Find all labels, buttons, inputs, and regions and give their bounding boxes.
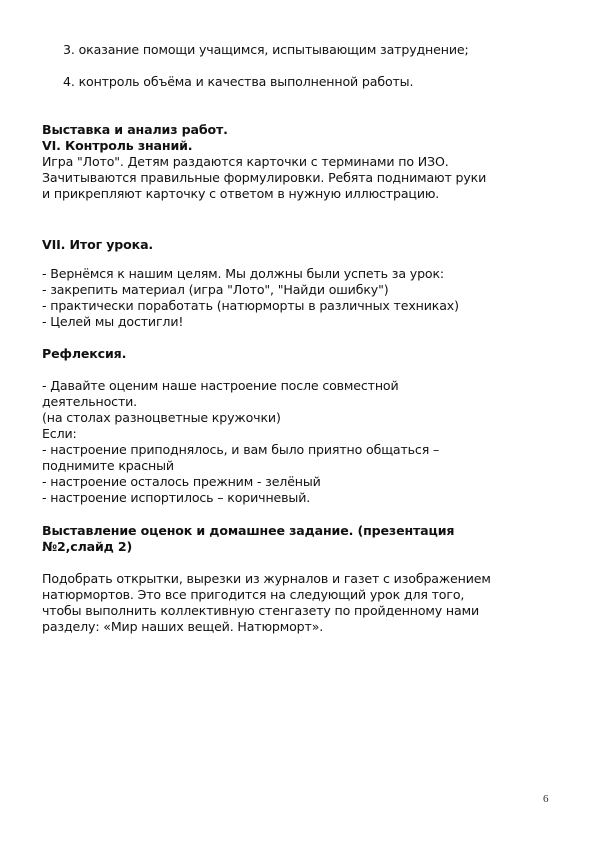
homework-line: Подобрать открытки, вырезки из журналов и газет с изображением <box>42 571 491 586</box>
homework-heading-continued: №2,слайд 2) <box>42 539 133 554</box>
section-7-line: - практически поработать (натюрморты в различных техниках) <box>42 298 459 313</box>
reflection-line: (на столах разноцветные кружочки) <box>42 410 281 425</box>
reflection-line: - настроение приподнялось, и вам было приятно общаться – <box>42 442 440 457</box>
reflection-line: - Давайте оценим наше настроение после совместной <box>42 378 399 393</box>
reflection-line: - настроение испортилось – коричневый. <box>42 490 311 505</box>
list-item-3: 3. оказание помощи учащимся, испытывающим затруднение; <box>63 42 469 57</box>
homework-heading: Выставление оценок и домашнее задание. (презентация <box>42 523 455 538</box>
reflection-line: - настроение осталось прежним - зелёный <box>42 474 321 489</box>
page-number: 6 <box>543 793 549 805</box>
reflection-heading: Рефлексия. <box>42 346 127 361</box>
homework-line: натюрмортов. Это все пригодится на следующий урок для того, <box>42 587 465 602</box>
homework-line: чтобы выполнить коллективную стенгазету по пройденному нами <box>42 603 479 618</box>
section-6-line: и прикрепляют карточку с ответом в нужную иллюстрацию. <box>42 186 440 201</box>
section-6-line: Игра "Лото". Детям раздаются карточки с терминами по ИЗО. <box>42 154 449 169</box>
homework-line: разделу: «Мир наших вещей. Натюрморт». <box>42 619 324 634</box>
section-7-line: - закрепить материал (игра "Лото", "Найди ошибку") <box>42 282 389 297</box>
exhibition-heading: Выставка и анализ работ. <box>42 122 228 137</box>
section-7-line: - Целей мы достигли! <box>42 314 184 329</box>
section-7-line: - Вернёмся к нашим целям. Мы должны были успеть за урок: <box>42 266 445 281</box>
section-7-heading: VII. Итог урока. <box>42 237 154 252</box>
section-6-line: Зачитываются правильные формулировки. Ребята поднимают руки <box>42 170 487 185</box>
reflection-line: Если: <box>42 426 77 441</box>
reflection-line: поднимите красный <box>42 458 174 473</box>
reflection-line: деятельности. <box>42 394 138 409</box>
list-item-4: 4. контроль объёма и качества выполненной работы. <box>63 74 414 89</box>
section-6-heading: VI. Контроль знаний. <box>42 138 193 153</box>
